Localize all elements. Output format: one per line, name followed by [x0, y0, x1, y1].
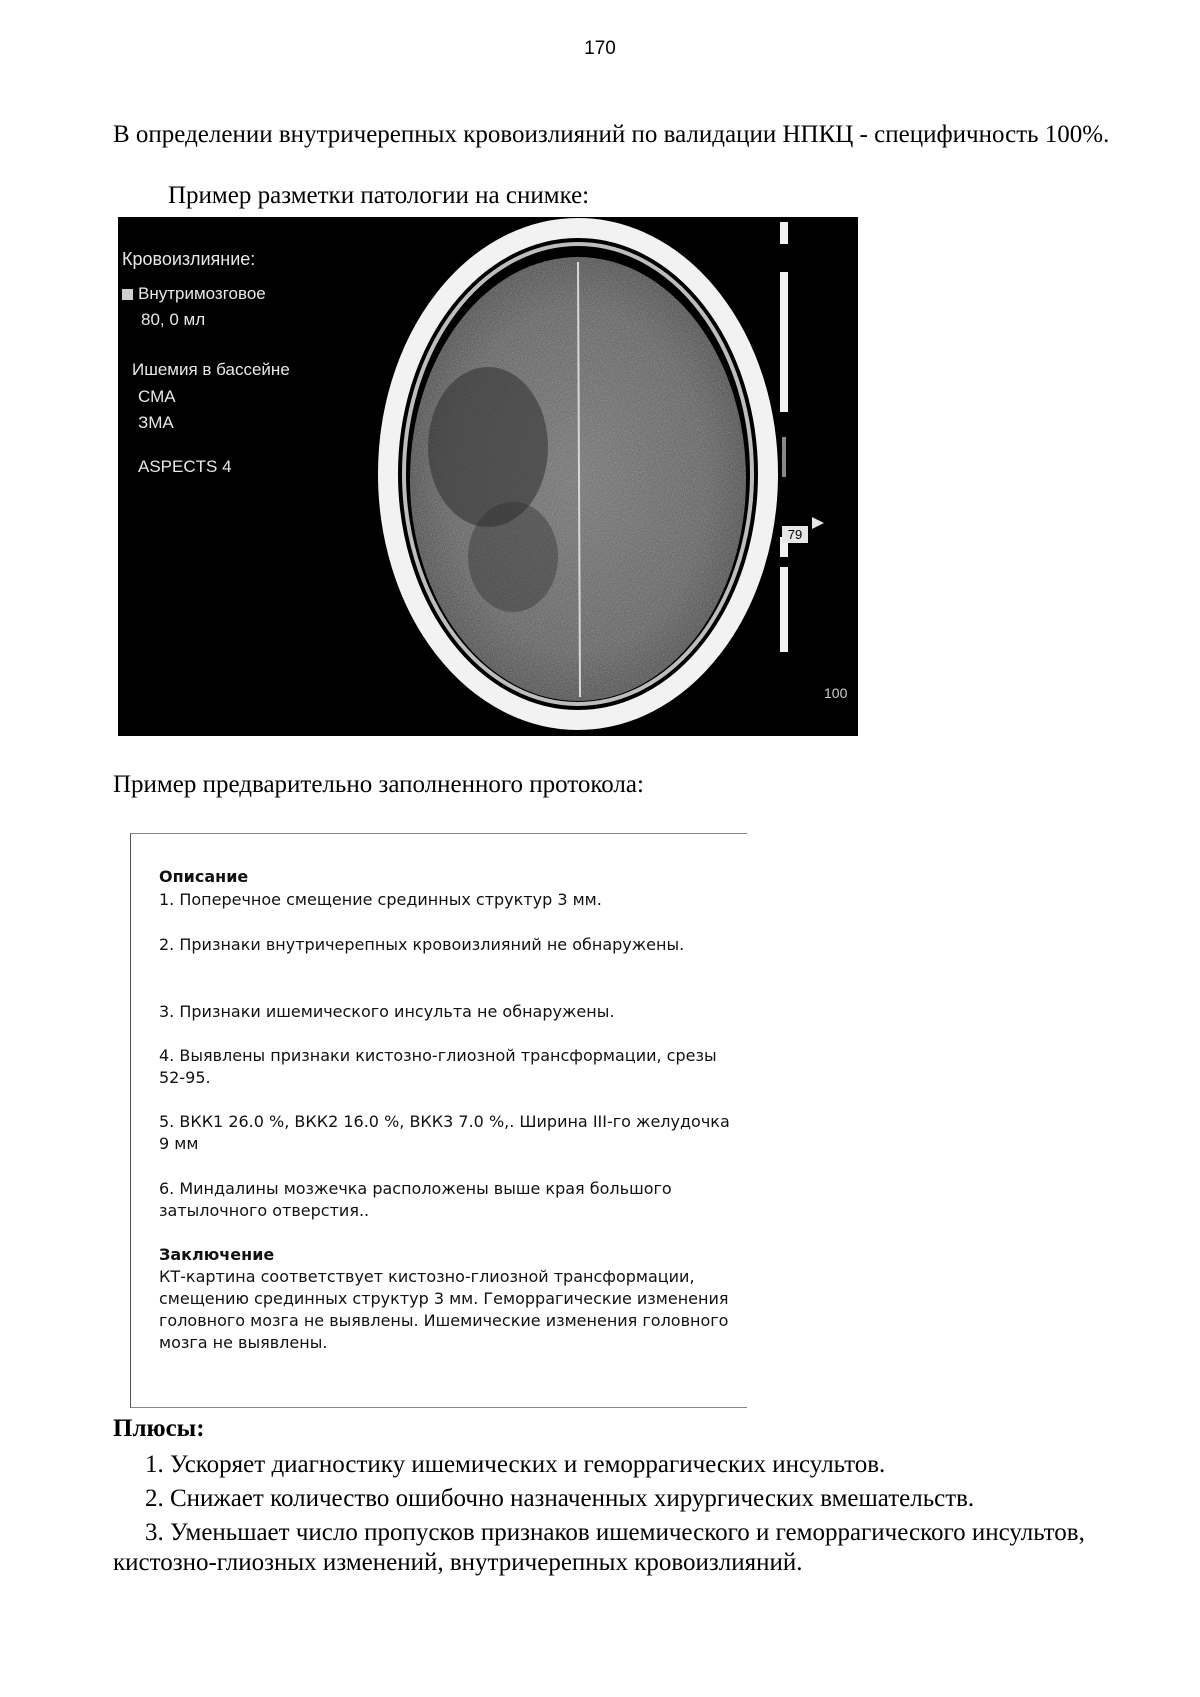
page-number: 170: [584, 38, 616, 59]
protocol-box: [130, 833, 747, 1408]
protocol-caption: Пример предварительно заполненного протокола:: [113, 771, 644, 798]
hemorrhage-type-label: Внутримозговое: [138, 284, 266, 303]
hemorrhage-type: [122, 284, 266, 304]
pluses-title: Плюсы:: [113, 1415, 205, 1442]
conclusion-title: Заключение: [159, 1245, 275, 1264]
ct-scan-image: [118, 217, 858, 736]
aspects-score: ASPECTS 4: [138, 457, 232, 476]
ischemic-region: [428, 367, 548, 527]
intro-paragraph: В определении внутричерепных кровоизлияний по валидации НПКЦ - специфичность 100%.: [113, 121, 1110, 148]
protocol-item-2: 2. Признаки внутричерепных кровоизлияний не обнаружены.: [159, 935, 685, 954]
protocol-item-6: 6. Миндалины мозжечка расположены выше края большого затылочного отверстия..: [159, 1179, 672, 1220]
image-caption: Пример разметки патологии на снимке:: [168, 182, 590, 209]
hemorrhage-label: Кровоизлияние:: [122, 249, 256, 269]
territory-zma: ЗМА: [138, 413, 174, 432]
plus-item-3: 3. Уменьшает число пропусков признаков ишемического и геморрагического инсультов, кистозно-глиозных изменений, внутричерепных кровоизлияний.: [113, 1519, 1085, 1576]
slice-indicator: 79: [782, 526, 808, 543]
slice-max: 100: [824, 685, 848, 701]
protocol-item-3: 3. Признаки ишемического инсульта не обнаружены.: [159, 1002, 615, 1021]
protocol-item-5: 5. ВКК1 26.0 %, ВКК2 16.0 %, ВКК3 7.0 %,. Ширина III-го желудочка 9 мм: [159, 1112, 730, 1153]
legend-swatch-icon: [122, 289, 133, 300]
protocol-item-1: 1. Поперечное смещение срединных структур 3 мм.: [159, 890, 602, 909]
territory-cma: СМА: [138, 387, 176, 406]
conclusion-text: КТ-картина соответствует кистозно-глиозной трансформации, смещению срединных структур 3 мм. Геморрагические изменения головного мозга не выявлены. Ишемические изменения головного мозга не выявлены.: [159, 1267, 729, 1352]
hemorrhage-volume: 80, 0 мл: [141, 310, 206, 329]
description-title: Описание: [159, 867, 249, 886]
plus-item-1: 1. Ускоряет диагностику ишемических и геморрагических инсультов.: [145, 1451, 886, 1478]
protocol-item-4: 4. Выявлены признаки кистозно-глиозной трансформации, срезы 52-95.: [159, 1046, 717, 1087]
ischemia-label: Ишемия в бассейне: [132, 360, 290, 379]
plus-item-2: 2. Снижает количество ошибочно назначенных хирургических вмешательств.: [145, 1485, 975, 1512]
